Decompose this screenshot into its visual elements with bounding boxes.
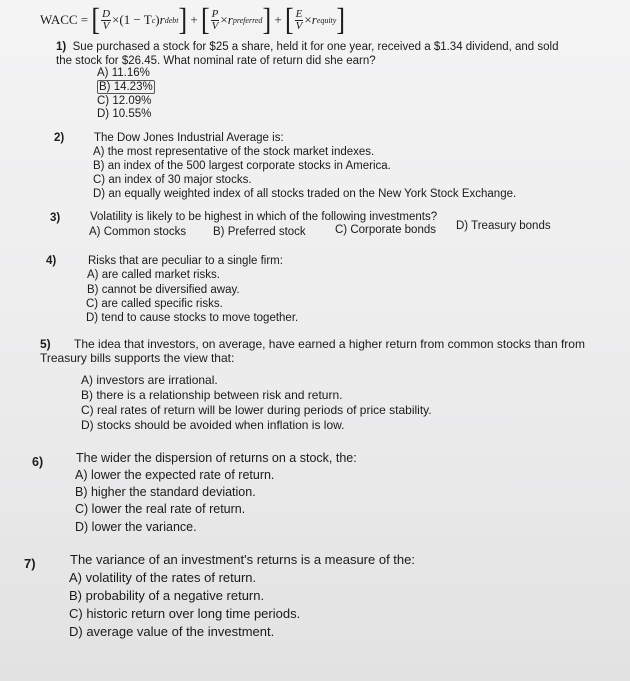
question-5-text: The idea that investors, on average, have earned a higher return from common stocks than from [74, 337, 585, 351]
question-4-text: Risks that are peculiar to a single firm: [88, 255, 283, 267]
question-6-text: The wider the dispersion of returns on a stock, the: [76, 451, 357, 465]
q2-option-b[interactable]: B) an index of the 500 largest corporate stocks in America. [93, 160, 391, 172]
q7-option-b[interactable]: B) probability of a negative return. [69, 588, 265, 603]
q2-option-c[interactable]: C) an index of 30 major stocks. [93, 174, 252, 186]
question-7-number: 7) [24, 556, 36, 571]
question-5-text-cont: Treasury bills supports the view that: [40, 351, 235, 365]
q4-option-c[interactable]: C) are called specific risks. [86, 298, 223, 310]
q2-option-d[interactable]: D) an equally weighted index of all stocks traded on the New York Stock Exchange. [93, 188, 517, 200]
question-6-number: 6) [32, 455, 44, 469]
q6-option-d[interactable]: D) lower the variance. [75, 520, 197, 534]
question-1-text-cont: the stock for $26.45. What nominal rate of return did she earn? [56, 55, 376, 67]
q3-option-c[interactable]: C) Corporate bonds [335, 224, 436, 236]
fraction-p-over-v: $\frac{P}{V}$ [211, 7, 219, 32]
question-5: 5) The idea that investors, on average, have earned a higher return from common stocks than from Treasury bills supports the view that: [40, 337, 585, 365]
q1-option-b[interactable] [97, 80, 155, 94]
q7-option-d[interactable]: D) average value of the investment. [69, 624, 275, 639]
formula-lhs: WACC = [40, 12, 89, 27]
q7-option-c[interactable]: C) historic return over long time periods. [69, 606, 301, 621]
q7-option-a[interactable]: A) volatility of the rates of return. [69, 570, 257, 585]
q6-option-c[interactable]: C) lower the real rate of return. [75, 502, 246, 516]
question-4-number: 4) [46, 255, 57, 267]
q4-option-a[interactable]: A) are called market risks. [87, 269, 220, 281]
question-2-number: 2) [54, 132, 65, 144]
q5-option-c[interactable]: C) real rates of return will be lower during periods of price stability. [81, 403, 432, 417]
q1-option-d[interactable]: D) 10.55% [97, 108, 152, 120]
q1-option-a[interactable]: A) 11.16% [97, 67, 150, 79]
q4-option-b[interactable]: B) cannot be diversified away. [87, 284, 240, 296]
q1-option-c[interactable]: C) 12.09% [97, 95, 152, 107]
fraction-d-over-v: $\frac{D}{V}$ [102, 7, 111, 32]
question-1: 1) Sue purchased a stock for $25 a share, held it for one year, received a $1.34 dividend, and sold the stock for $26.45. What nominal rate of return did she earn? [56, 41, 559, 67]
wacc-formula: WACC = [ $\frac{D}{V}$ × (1 − T c ) r debt ] + [ $\frac{P}{V}$ × r preferred ] + [ $\frac{E}{V}$ × r equity ] [40, 1, 345, 37]
q6-option-a[interactable]: A) lower the expected rate of return. [75, 468, 275, 482]
q3-option-d[interactable]: D) Treasury bonds [456, 220, 551, 232]
q1-option-b-label: B) 14.23% [99, 81, 153, 93]
q4-option-d[interactable]: D) tend to cause stocks to move together. [86, 312, 299, 324]
q5-option-b[interactable]: B) there is a relationship between risk and return. [81, 388, 343, 402]
q5-option-a[interactable]: A) investors are irrational. [81, 373, 218, 387]
question-3-number: 3) [50, 212, 61, 224]
fraction-e-over-v: $\frac{E}{V}$ [295, 7, 303, 32]
question-2-text: The Dow Jones Industrial Average is: [94, 132, 284, 144]
question-7-text: The variance of an investment's returns is a measure of the: [70, 552, 415, 567]
q3-option-a[interactable]: A) Common stocks [89, 226, 187, 238]
q6-option-b[interactable]: B) higher the standard deviation. [75, 485, 256, 499]
q3-option-b[interactable]: B) Preferred stock [213, 226, 306, 238]
q2-option-a[interactable]: A) the most representative of the stock market indexes. [93, 146, 375, 158]
question-1-text: Sue purchased a stock for $25 a share, held it for one year, received a $1.34 dividend, and sold [72, 41, 559, 53]
question-3-text: Volatility is likely to be highest in which of the following investments? [90, 211, 438, 223]
q5-option-d[interactable]: D) stocks should be avoided when inflation is low. [81, 418, 345, 432]
